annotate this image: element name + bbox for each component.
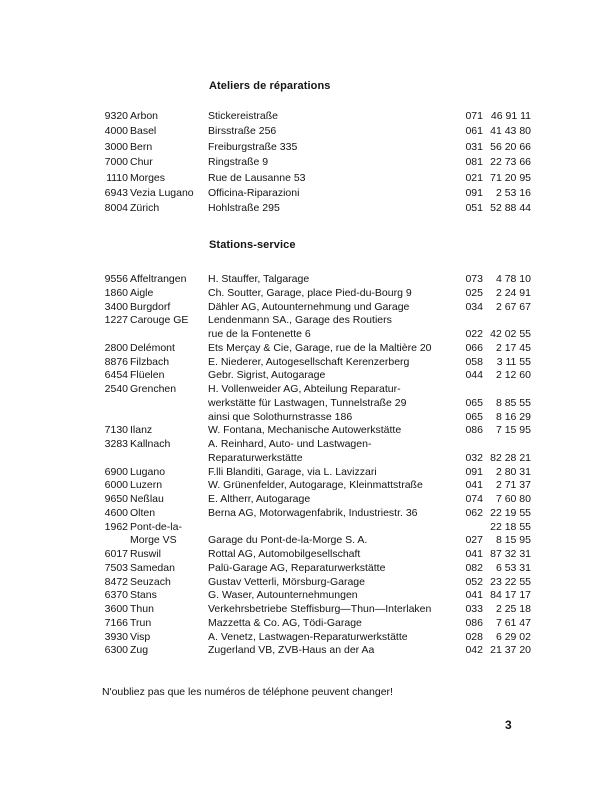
list-item [0,110,600,123]
postal-code: 6000 [104,479,128,492]
town-name: Basel [130,125,157,138]
list-item [0,424,600,437]
area-code: 061 [465,125,483,138]
list-item [0,397,600,410]
phone-number: 8 16 29 [495,410,531,423]
area-code: 052 [465,575,483,588]
town-name: Trun [130,616,152,629]
company-address: Rue de Lausanne 53 [208,171,306,184]
phone-number: 2 67 67 [495,300,531,313]
town-name: Kallnach [130,438,171,450]
list-item [0,631,600,644]
page-number: 3 [505,718,512,732]
town-name: Thun [130,603,154,615]
phone-number: 4 78 10 [495,273,531,285]
town-name: Bern [130,140,153,153]
list-item [0,534,600,547]
phone-number: 7 61 47 [495,616,531,629]
company-address: H. Stauffer, Talgarage [208,273,310,285]
postal-code: 9320 [104,110,128,122]
area-code: 065 [465,396,483,409]
town-name: Chur [130,156,153,169]
list-item [0,562,600,575]
company-address: Lendenmann SA., Garage des Routiers [208,314,392,327]
list-item [0,603,600,616]
postal-code: 4600 [104,506,128,519]
list-item [0,548,600,561]
town-name: Grenchen [130,383,177,395]
phone-number: 3 11 55 [496,355,531,368]
postal-code: 4000 [104,125,128,138]
town-name: Morge VS [130,534,177,547]
phone-number: 2 53 16 [495,187,531,199]
town-name: Vezia Lugano [130,187,194,199]
postal-code: 1860 [104,286,128,299]
list-item [0,273,600,286]
phone-number: 46 91 11 [490,110,531,122]
phone-number: 6 53 31 [495,561,531,574]
list-item [0,141,600,154]
postal-code: 6370 [104,589,128,602]
company-address: Garage du Pont-de-la-Morge S. A. [208,534,368,547]
postal-code: 7503 [104,561,128,574]
company-address: A. Reinhard, Auto- und Lastwagen- [208,438,372,450]
phone-number: 7 60 80 [495,493,531,505]
area-code: 031 [465,140,483,153]
town-name: Luzern [130,479,163,492]
area-code: 062 [465,506,483,519]
phone-number: 2 24 91 [495,286,531,299]
town-name: Ruswil [130,548,161,560]
area-code: 091 [465,465,483,478]
company-address: Hohlstraße 295 [208,202,280,215]
postal-code: 3000 [104,140,128,153]
company-address: E. Altherr, Autogarage [208,493,311,505]
postal-code: 1110 [106,171,128,184]
company-address: Ch. Soutter, Garage, place Pied-du-Bourg 9 [208,286,412,299]
phone-number: 84 17 17 [490,589,531,602]
postal-code: 3400 [104,300,128,313]
area-code: 021 [465,171,483,184]
phone-number: 52 88 44 [490,202,531,215]
town-name: Flüelen [130,369,165,382]
area-code: 058 [465,355,483,368]
list-item [0,507,600,520]
company-address: Berna AG, Motorwagenfabrik, Industriestr. 36 [208,506,418,519]
phone-number: 2 25 18 [495,603,531,615]
phone-number: 41 43 80 [490,125,531,138]
town-name: Morges [130,171,166,184]
town-name: Neßlau [130,493,164,505]
town-name: Affeltrangen [130,273,187,285]
company-address: G. Waser, Autounternehmungen [208,589,358,602]
company-address: Dähler AG, Autounternehmung und Garage [208,300,410,313]
phone-number: 23 22 55 [490,575,531,588]
town-name: Aigle [130,286,154,299]
company-address: W. Grünenfelder, Autogarage, Kleinmattstraße [208,479,423,492]
area-code: 032 [465,451,483,464]
list-item [0,644,600,657]
phone-number: 87 32 31 [490,548,531,560]
list-item [0,369,600,382]
list-item [0,493,600,506]
town-name: Zürich [130,202,160,215]
phone-number: 6 29 02 [495,630,531,643]
area-code: 042 [465,644,483,657]
list-item [0,287,600,300]
area-code: 044 [465,369,483,382]
postal-code: 6454 [104,369,128,382]
phone-number: 7 15 95 [495,424,531,437]
phone-number: 22 18 55 [490,520,531,533]
area-code: 071 [465,110,483,122]
town-name: Carouge GE [130,314,189,327]
list-item [0,411,600,424]
list-item [0,383,600,396]
footer-note: N'oubliez pas que les numéros de téléphone peuvent changer! [102,686,393,698]
company-address: A. Venetz, Lastwagen-Reparaturwerkstätte [208,630,408,643]
list-item [0,187,600,200]
company-address: werkstätte für Lastwagen, Tunnelstraße 29 [208,396,407,409]
postal-code: 2540 [104,383,128,395]
phone-number: 42 02 55 [490,328,531,340]
postal-code: 6900 [104,465,128,478]
town-name: Arbon [130,110,159,122]
postal-code: 2800 [104,341,128,354]
postal-code: 6943 [104,187,128,199]
postal-code: 3283 [104,438,128,450]
list-item [0,466,600,479]
list-item [0,479,600,492]
company-address: Stickereistraße [208,110,279,122]
list-item [0,452,600,465]
company-address: W. Fontana, Mechanische Autowerkstätte [208,424,402,437]
heading-stations: Stations-service [209,239,296,251]
postal-code: 7000 [104,156,128,169]
area-code: 033 [465,603,483,615]
phone-number: 22 73 66 [490,156,531,169]
area-code: 091 [465,187,483,199]
area-code: 066 [465,341,483,354]
phone-number: 2 17 45 [495,341,531,354]
postal-code: 3600 [104,603,128,615]
postal-code: 8472 [104,575,128,588]
list-item [0,314,600,327]
list-item [0,125,600,138]
postal-code: 9556 [104,273,128,285]
town-name: Visp [130,630,151,643]
company-address: Reparaturwerkstätte [208,451,303,464]
town-name: Seuzach [130,575,171,588]
company-address: Rottal AG, Automobilgesellschaft [208,548,361,560]
company-address: Birsstraße 256 [208,125,277,138]
company-address: E. Niederer, Autogesellschaft Kerenzerberg [208,355,410,368]
postal-code: 6300 [104,644,128,657]
area-code: 027 [465,534,483,547]
list-item [0,589,600,602]
list-item [0,576,600,589]
list-item [0,342,600,355]
area-code: 022 [465,328,483,340]
list-item [0,301,600,314]
phone-number: 8 85 55 [495,396,531,409]
company-address: rue de la Fontenette 6 [208,328,311,340]
list-item [0,521,600,534]
phone-number: 2 80 31 [495,465,531,478]
town-name: Filzbach [130,355,170,368]
town-name: Pont-de-la- [130,520,182,533]
list-item [0,172,600,185]
town-name: Zug [130,644,149,657]
town-name: Samedan [130,561,175,574]
company-address: Officina-Riparazioni [208,187,300,199]
postal-code: 1962 [104,520,128,533]
postal-code: 8876 [104,355,128,368]
list-item [0,356,600,369]
phone-number: 22 19 55 [490,506,531,519]
list-item [0,328,600,341]
company-address: Verkehrsbetriebe Steffisburg—Thun—Interlaken [208,603,432,615]
postal-code: 6017 [104,548,128,560]
company-address: Zugerland VB, ZVB-Haus an der Aa [208,644,375,657]
list-item [0,617,600,630]
area-code: 041 [465,479,483,492]
company-address: Ringstraße 9 [208,156,269,169]
postal-code: 9650 [104,493,128,505]
phone-number: 8 15 95 [495,534,531,547]
area-code: 074 [465,493,483,505]
area-code: 051 [465,202,483,215]
area-code: 081 [465,156,483,169]
area-code: 025 [465,286,483,299]
phone-number: 2 12 60 [495,369,531,382]
postal-code: 1227 [104,314,128,327]
company-address: Gustav Vetterli, Mörsburg-Garage [208,575,365,588]
town-name: Stans [130,589,157,602]
company-address: ainsi que Solothurnstrasse 186 [208,410,353,423]
postal-code: 8004 [104,202,128,215]
town-name: Ilanz [130,424,153,437]
company-address: F.lli Blanditi, Garage, via L. Lavizzari [208,465,377,478]
phone-number: 82 28 21 [490,451,531,464]
company-address: Ets Merçay & Cie, Garage, rue de la Maltière 20 [208,341,432,354]
area-code: 082 [465,561,483,574]
town-name: Lugano [130,465,166,478]
heading-ateliers: Ateliers de réparations [209,80,331,92]
town-name: Burgdorf [130,300,171,313]
area-code: 073 [465,273,483,285]
list-item [0,156,600,169]
area-code: 028 [465,630,483,643]
company-address: Gebr. Sigrist, Autogarage [208,369,326,382]
phone-number: 71 20 95 [490,171,531,184]
area-code: 086 [465,424,483,437]
postal-code: 3930 [104,630,128,643]
area-code: 034 [465,300,483,313]
area-code: 065 [465,410,483,423]
town-name: Delémont [130,341,175,354]
company-address: Palü-Garage AG, Reparaturwerkstätte [208,561,386,574]
area-code: 041 [465,589,483,602]
list-item [0,438,600,451]
postal-code: 7166 [104,616,128,629]
list-item [0,202,600,215]
phone-number: 21 37 20 [490,644,531,657]
phone-number: 56 20 66 [490,140,531,153]
company-address: Freiburgstraße 335 [208,140,298,153]
phone-number: 2 71 37 [495,479,531,492]
area-code: 086 [465,616,483,629]
area-code: 041 [465,548,483,560]
town-name: Olten [130,506,156,519]
postal-code: 7130 [104,424,128,437]
company-address: Mazzetta & Co. AG, Tödi-Garage [208,616,362,629]
company-address: H. Vollenweider AG, Abteilung Reparatur- [208,383,401,395]
